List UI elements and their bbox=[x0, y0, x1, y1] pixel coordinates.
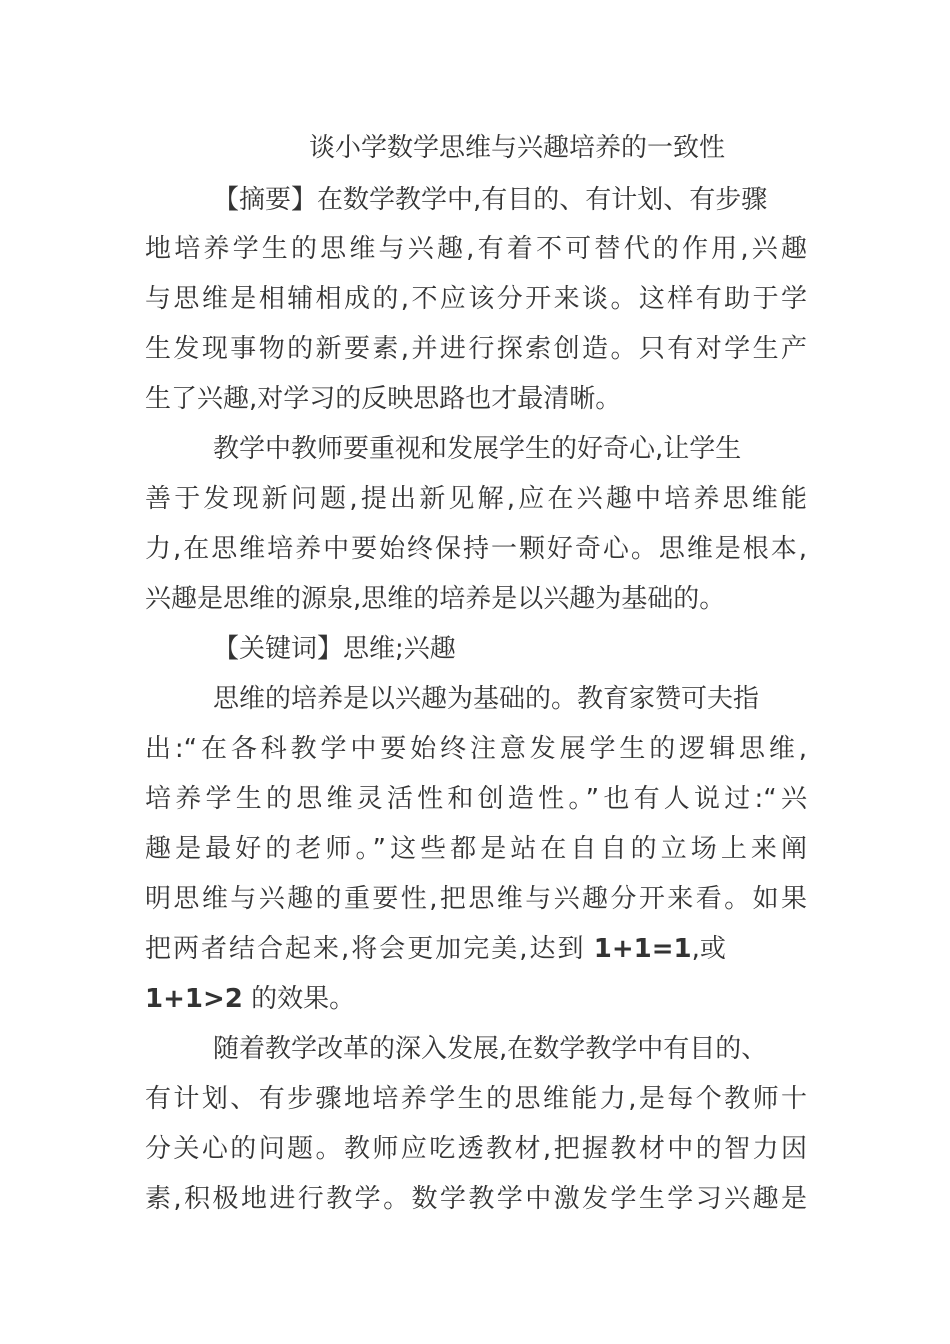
formula-run: 1+1=1 bbox=[593, 934, 692, 964]
paragraph-line: 素,积极地进行教学。数学教学中激发学生学习兴趣是 bbox=[145, 1184, 807, 1214]
paragraph-line: 【摘要】在数学教学中,有目的、有计划、有步骤 bbox=[213, 185, 768, 215]
formula-run: 1+1>2 bbox=[145, 984, 243, 1014]
paragraph-line: 随着教学改革的深入发展,在数学教学中有目的、 bbox=[213, 1034, 768, 1064]
text-run bbox=[586, 934, 594, 964]
paragraph-line: 出:“在各科教学中要始终注意发展学生的逻辑思维, bbox=[145, 734, 807, 764]
paragraph-line: 地培养学生的思维与兴趣,有着不可替代的作用,兴趣 bbox=[145, 234, 807, 264]
paragraph-line: 分关心的问题。教师应吃透教材,把握教材中的智力因 bbox=[145, 1134, 807, 1164]
paragraph-line bbox=[145, 929, 726, 969]
paragraph-line: 生发现事物的新要素,并进行探索创造。只有对学生产 bbox=[145, 334, 807, 364]
paragraph-line: 教学中教师要重视和发展学生的好奇心,让学生 bbox=[213, 434, 742, 464]
document-title: 谈小学数学思维与兴趣培养的一致性 bbox=[308, 133, 725, 163]
text-run: 把两者结合起来,将会更加完美,达到 bbox=[145, 934, 586, 964]
paragraph-line: 力,在思维培养中要始终保持一颗好奇心。思维是根本, bbox=[145, 534, 807, 564]
paragraph-line: 与思维是相辅相成的,不应该分开来谈。这样有助于学 bbox=[145, 284, 807, 314]
paragraph-line bbox=[145, 979, 355, 1019]
paragraph-line: 生了兴趣,对学习的反映思路也才最清晰。 bbox=[145, 384, 622, 414]
paragraph-line: 明思维与兴趣的重要性,把思维与兴趣分开来看。如果 bbox=[145, 884, 807, 914]
paragraph-line: 思维的培养是以兴趣为基础的。教育家赞可夫指 bbox=[213, 684, 760, 714]
paragraph-line: 兴趣是思维的源泉,思维的培养是以兴趣为基础的。 bbox=[145, 584, 726, 614]
text-run: 的效果。 bbox=[242, 984, 356, 1014]
text-run: ,或 bbox=[691, 934, 726, 964]
paragraph-line: 有计划、有步骤地培养学生的思维能力,是每个教师十 bbox=[145, 1084, 807, 1114]
keywords-line: 【关键词】思维;兴趣 bbox=[213, 634, 456, 664]
paragraph-line: 善于发现新问题,提出新见解,应在兴趣中培养思维能 bbox=[145, 484, 807, 514]
paragraph-line: 趣是最好的老师。”这些都是站在自自的立场上来阐 bbox=[145, 834, 807, 864]
paragraph-line: 培养学生的思维灵活性和创造性。”也有人说过:“兴 bbox=[145, 784, 807, 814]
